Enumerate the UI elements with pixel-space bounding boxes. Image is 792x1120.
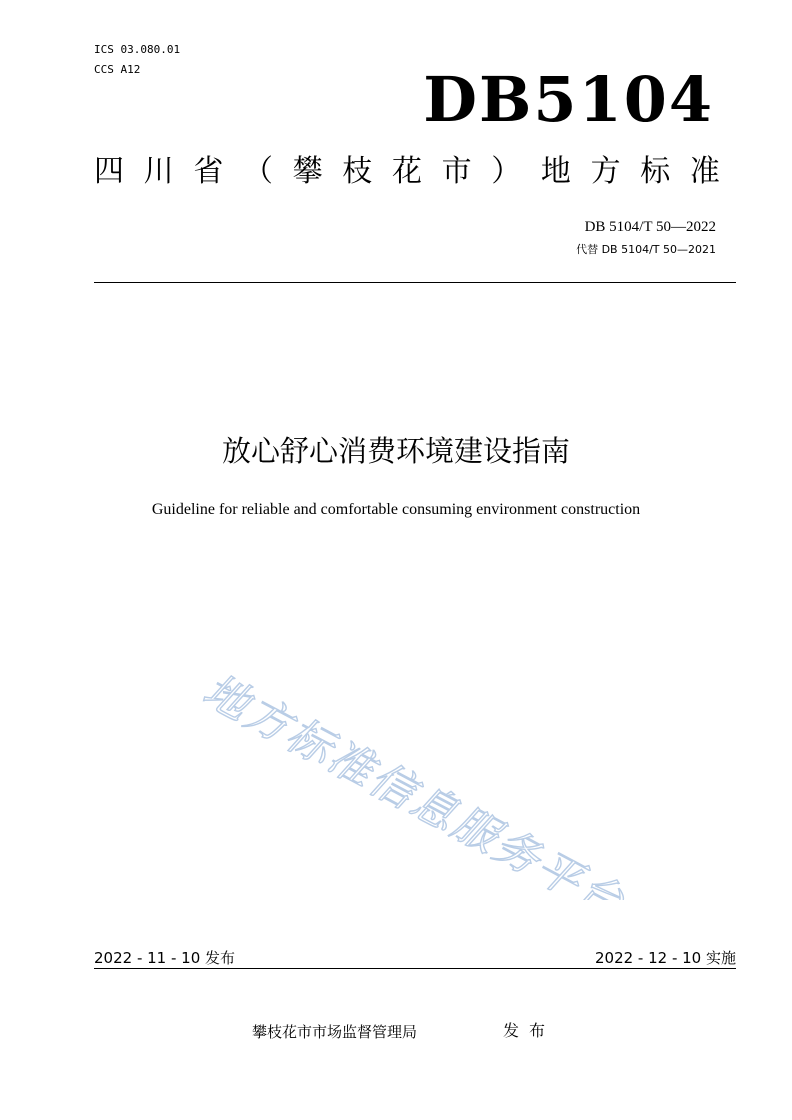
watermark-text: 地方标准信息服务平台 [200,664,634,900]
classification-codes [94,40,180,80]
header-divider [94,282,736,283]
ccs-code: CCS A12 [94,63,141,76]
db-code-logo: DB5104 [423,63,714,136]
org-title-char: （ [242,154,273,189]
org-title-char: 准 [689,154,720,189]
org-title [94,150,720,194]
org-title-char: ） [491,154,522,189]
publish-label: 发布 [503,1021,556,1040]
watermark [200,660,720,900]
document-title-english: Guideline for reliable and comfortable consuming environment construction [151,501,641,518]
publisher-name: 攀枝花市市场监督管理局 [252,1023,418,1041]
org-title-char: 标 [640,154,671,189]
org-title-char: 川 [143,154,174,189]
footer-divider [94,968,736,969]
standard-number: DB 5104/T 50—2022 [584,219,716,235]
org-title-char: 枝 [342,154,373,189]
implementation-date: 2022 - 12 - 10 实施 [594,949,736,967]
org-title-char: 省 [193,154,224,189]
org-title-char: 市 [441,154,472,189]
replaces-standard: 代替 DB 5104/T 50—2021 [576,243,716,256]
org-title-char: 四 [94,154,124,189]
document-title-chinese: 放心舒心消费环境建设指南 [221,434,570,468]
ics-code: ICS 03.080.01 [94,43,181,56]
org-title-char: 方 [590,154,621,189]
issue-date: 2022 - 11 - 10 发布 [94,949,236,967]
org-title-char: 攀 [292,154,323,189]
org-title-char: 花 [391,154,422,189]
org-title-char: 地 [540,154,571,189]
